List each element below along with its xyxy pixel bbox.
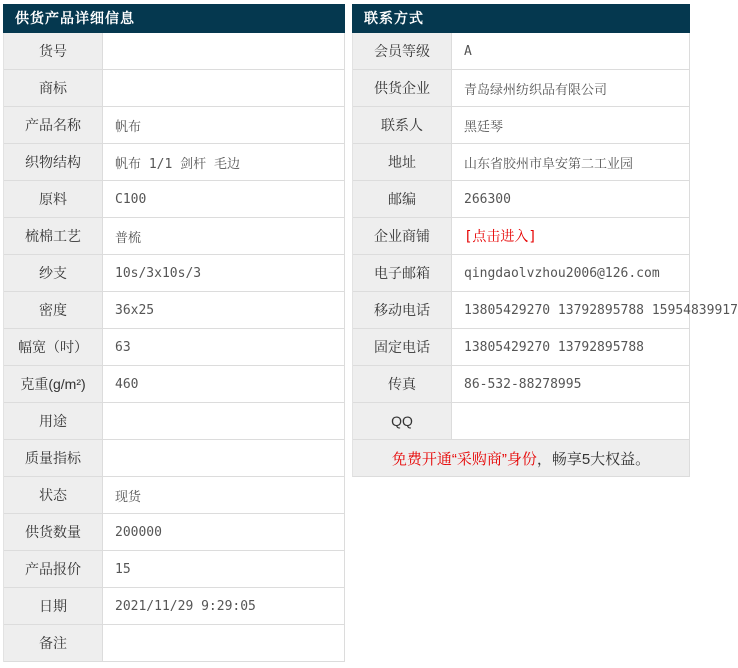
table-row [353, 70, 689, 107]
row-label: 电子邮箱 [353, 255, 452, 291]
table-row [353, 181, 689, 218]
row-value [103, 403, 344, 439]
row-label: 货号 [4, 33, 103, 69]
row-label: 邮编 [353, 181, 452, 217]
table-row [4, 514, 344, 551]
table-row [353, 218, 689, 255]
row-label: 移动电话 [353, 292, 452, 328]
row-label: 状态 [4, 477, 103, 513]
table-row [353, 33, 689, 70]
row-label: 纱支 [4, 255, 103, 291]
row-value: 460 [115, 376, 139, 392]
row-value [452, 403, 689, 439]
row-value: 266300 [464, 191, 511, 207]
table-row [4, 477, 344, 514]
table-row [353, 292, 738, 329]
row-value: 黑廷琴 [464, 119, 504, 135]
contact-table [352, 33, 738, 440]
row-value: 13805429270 13792895788 [464, 339, 645, 355]
table-row [353, 255, 689, 292]
row-value [103, 33, 344, 69]
table-row [4, 181, 344, 218]
row-value: 15 [115, 561, 131, 577]
table-row [4, 70, 344, 107]
row-label: 用途 [4, 403, 103, 439]
contact-panel [352, 4, 738, 477]
table-row [4, 144, 344, 181]
product-detail-table [3, 33, 345, 662]
row-label: 备注 [4, 625, 103, 661]
table-row [4, 255, 344, 292]
row-label: 产品名称 [4, 107, 103, 143]
table-row [353, 107, 689, 144]
table-row [4, 403, 344, 440]
row-value: qingdaolvzhou2006@126.com [464, 265, 660, 281]
row-label: 商标 [4, 70, 103, 106]
row-value: 63 [115, 339, 131, 355]
row-value: 13805429270 13792895788 15954839917 [464, 302, 738, 318]
buyer-promo-notice [352, 440, 690, 477]
buyer-promo-text: ，畅享5大权益。 [536, 450, 651, 468]
row-label: 企业商铺 [353, 218, 452, 254]
row-label: 日期 [4, 588, 103, 624]
row-value [103, 440, 344, 476]
row-label: 地址 [353, 144, 452, 180]
row-value [103, 70, 344, 106]
row-value: 帆布 [115, 119, 142, 135]
row-value: 36x25 [115, 302, 155, 318]
row-label: 原料 [4, 181, 103, 217]
row-label: QQ [353, 403, 452, 439]
row-label: 会员等级 [353, 33, 452, 69]
table-row [4, 33, 344, 70]
contact-title: 联系方式 [352, 4, 690, 33]
row-value: 10s/3x10s/3 [115, 265, 202, 281]
table-row [4, 366, 344, 403]
row-value: C100 [115, 191, 147, 207]
product-detail-panel [3, 4, 345, 662]
row-value: 200000 [115, 524, 162, 540]
table-row [4, 329, 344, 366]
row-value: 青岛绿州纺织品有限公司 [464, 82, 608, 98]
row-label: 梳棉工艺 [4, 218, 103, 254]
row-label: 密度 [4, 292, 103, 328]
row-value: A [464, 43, 472, 59]
row-value: 现货 [115, 489, 142, 505]
table-row [4, 551, 344, 588]
table-row [353, 144, 689, 181]
row-value: 2021/11/29 9:29:05 [115, 598, 256, 614]
row-value: 帆布 1/1 剑杆 毛边 [115, 156, 240, 172]
table-row [4, 625, 344, 662]
table-row [353, 329, 689, 366]
shop-enter-link[interactable]: [点击进入] [464, 229, 537, 245]
row-label: 克重(g/m²) [4, 366, 103, 402]
row-label: 固定电话 [353, 329, 452, 365]
row-label: 传真 [353, 366, 452, 402]
table-row [4, 292, 344, 329]
table-row [4, 440, 344, 477]
table-row [353, 403, 689, 440]
row-label: 幅宽（吋） [4, 329, 103, 365]
row-label: 供货企业 [353, 70, 452, 106]
row-value: 山东省胶州市阜安第二工业园 [464, 156, 634, 172]
table-row [4, 588, 344, 625]
row-label: 联系人 [353, 107, 452, 143]
table-row [4, 218, 344, 255]
row-value: 86-532-88278995 [464, 376, 582, 392]
product-detail-title: 供货产品详细信息 [3, 4, 345, 33]
table-row [4, 107, 344, 144]
row-label: 供货数量 [4, 514, 103, 550]
row-label: 产品报价 [4, 551, 103, 587]
row-value [103, 625, 344, 661]
row-value: 普梳 [115, 230, 142, 246]
buyer-promo-link[interactable]: 免费开通“采购商”身份 [391, 450, 537, 468]
row-label: 织物结构 [4, 144, 103, 180]
row-label: 质量指标 [4, 440, 103, 476]
table-row [353, 366, 689, 403]
